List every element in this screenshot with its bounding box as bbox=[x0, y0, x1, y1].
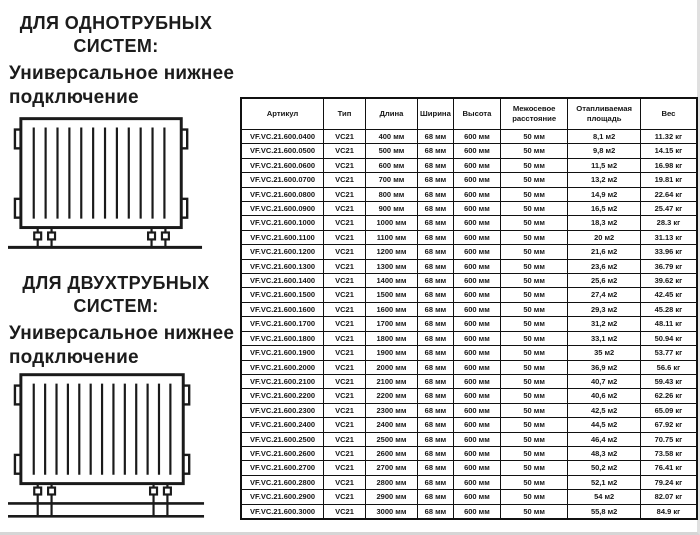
table-cell: 68 мм bbox=[417, 432, 453, 446]
table-header-row bbox=[241, 98, 697, 130]
table-cell: 68 мм bbox=[417, 187, 453, 201]
table-cell: VC21 bbox=[324, 230, 366, 244]
table-cell: 68 мм bbox=[417, 331, 453, 345]
table-cell: 600 мм bbox=[453, 216, 500, 230]
table-cell: 68 мм bbox=[417, 461, 453, 475]
table-cell: VF.VC.21.600.1000 bbox=[241, 216, 324, 230]
table-cell: VC21 bbox=[324, 288, 366, 302]
table-cell: VC21 bbox=[324, 490, 366, 504]
col-header-article: Артикул bbox=[241, 98, 324, 130]
col-header-heated-area: Отапливаемая площадь bbox=[568, 98, 641, 130]
table-cell: 2600 мм bbox=[365, 446, 417, 460]
table-cell: 600 мм bbox=[453, 158, 500, 172]
single-pipe-subtitle: Универсальное нижнее подключение bbox=[9, 63, 235, 108]
table-cell: VF.VC.21.600.2700 bbox=[241, 461, 324, 475]
table-cell: 50 мм bbox=[500, 187, 567, 201]
table-cell: 31,2 м2 bbox=[568, 317, 641, 331]
table-cell: 600 мм bbox=[453, 360, 500, 374]
table-cell: 600 мм bbox=[453, 274, 500, 288]
table-row bbox=[241, 130, 697, 144]
table-cell: 900 мм bbox=[365, 202, 417, 216]
table-cell: 2700 мм bbox=[365, 461, 417, 475]
table-row bbox=[241, 202, 697, 216]
table-cell: 68 мм bbox=[417, 302, 453, 316]
table-cell: 68 мм bbox=[417, 374, 453, 388]
table-cell: 600 мм bbox=[453, 317, 500, 331]
table-cell: VF.VC.21.600.2600 bbox=[241, 446, 324, 460]
table-cell: VC21 bbox=[324, 475, 366, 489]
table-cell: 2900 мм bbox=[365, 490, 417, 504]
col-header-width: Ширина bbox=[417, 98, 453, 130]
table-cell: VF.VC.21.600.1100 bbox=[241, 230, 324, 244]
table-cell: 13,2 м2 bbox=[568, 173, 641, 187]
table-cell: 50 мм bbox=[500, 274, 567, 288]
table-cell: VC21 bbox=[324, 202, 366, 216]
table-cell: 2800 мм bbox=[365, 475, 417, 489]
table-cell: 600 мм bbox=[453, 331, 500, 345]
table-cell: 600 мм bbox=[453, 490, 500, 504]
table-cell: VF.VC.21.600.1200 bbox=[241, 245, 324, 259]
table-cell: 50 мм bbox=[500, 317, 567, 331]
table-cell: 59.43 кг bbox=[640, 374, 697, 388]
table-row bbox=[241, 331, 697, 345]
table-cell: VC21 bbox=[324, 259, 366, 273]
table-cell: 1400 мм bbox=[365, 274, 417, 288]
table-cell: 50,2 м2 bbox=[568, 461, 641, 475]
table-cell: VC21 bbox=[324, 360, 366, 374]
table-cell: 50 мм bbox=[500, 504, 567, 519]
table-cell: 42.45 кг bbox=[640, 288, 697, 302]
table-cell: 2500 мм bbox=[365, 432, 417, 446]
table-cell: VF.VC.21.600.0800 bbox=[241, 187, 324, 201]
table-cell: 800 мм bbox=[365, 187, 417, 201]
table-cell: VC21 bbox=[324, 446, 366, 460]
table-row bbox=[241, 230, 697, 244]
table-cell: 600 мм bbox=[453, 346, 500, 360]
table-cell: 50 мм bbox=[500, 302, 567, 316]
table-cell: 50 мм bbox=[500, 216, 567, 230]
table-cell: 50 мм bbox=[500, 446, 567, 460]
table-cell: 68 мм bbox=[417, 274, 453, 288]
table-cell: 62.26 кг bbox=[640, 389, 697, 403]
table-cell: 1800 мм bbox=[365, 331, 417, 345]
table-cell: 14,9 м2 bbox=[568, 187, 641, 201]
table-cell: 600 мм bbox=[453, 245, 500, 259]
table-cell: 600 мм bbox=[453, 288, 500, 302]
table-cell: 40,6 м2 bbox=[568, 389, 641, 403]
table-cell: 68 мм bbox=[417, 259, 453, 273]
table-cell: 46,4 м2 bbox=[568, 432, 641, 446]
table-cell: 82.07 кг bbox=[640, 490, 697, 504]
table-cell: VC21 bbox=[324, 432, 366, 446]
table-cell: 68 мм bbox=[417, 504, 453, 519]
table-cell: 18,3 м2 bbox=[568, 216, 641, 230]
col-header-height: Высота bbox=[453, 98, 500, 130]
col-header-length: Длина bbox=[365, 98, 417, 130]
table-cell: VC21 bbox=[324, 274, 366, 288]
table-cell: 84.9 кг bbox=[640, 504, 697, 519]
table-cell: 44,5 м2 bbox=[568, 418, 641, 432]
table-cell: 16.98 кг bbox=[640, 158, 697, 172]
table-cell: 1600 мм bbox=[365, 302, 417, 316]
table-cell: VC21 bbox=[324, 374, 366, 388]
table-cell: 68 мм bbox=[417, 360, 453, 374]
table-cell: 1300 мм bbox=[365, 259, 417, 273]
table-cell: 52,1 м2 bbox=[568, 475, 641, 489]
table-cell: 700 мм bbox=[365, 173, 417, 187]
table-row bbox=[241, 374, 697, 388]
table-cell: 600 мм bbox=[453, 475, 500, 489]
table-cell: 68 мм bbox=[417, 158, 453, 172]
table-row bbox=[241, 144, 697, 158]
table-cell: VF.VC.21.600.0700 bbox=[241, 173, 324, 187]
table-cell: 68 мм bbox=[417, 173, 453, 187]
table-cell: 68 мм bbox=[417, 490, 453, 504]
table-cell: 25,6 м2 bbox=[568, 274, 641, 288]
table-cell: VF.VC.21.600.2100 bbox=[241, 374, 324, 388]
table-cell: 600 мм bbox=[453, 230, 500, 244]
table-cell: VF.VC.21.600.0900 bbox=[241, 202, 324, 216]
table-row bbox=[241, 418, 697, 432]
table-cell: VF.VC.21.600.1500 bbox=[241, 288, 324, 302]
table-cell: 67.92 кг bbox=[640, 418, 697, 432]
table-cell: 600 мм bbox=[453, 504, 500, 519]
table-cell: VC21 bbox=[324, 130, 366, 144]
table-cell: 50 мм bbox=[500, 432, 567, 446]
table-cell: 68 мм bbox=[417, 403, 453, 417]
table-cell: 1700 мм bbox=[365, 317, 417, 331]
table-cell: VF.VC.21.600.0400 bbox=[241, 130, 324, 144]
table-cell: 600 мм bbox=[453, 389, 500, 403]
table-cell: 600 мм bbox=[453, 432, 500, 446]
table-cell: 20 м2 bbox=[568, 230, 641, 244]
table-row bbox=[241, 274, 697, 288]
table-cell: 42,5 м2 bbox=[568, 403, 641, 417]
table-cell: 600 мм bbox=[453, 187, 500, 201]
table-cell: VC21 bbox=[324, 461, 366, 475]
table-cell: 50 мм bbox=[500, 461, 567, 475]
table-cell: VF.VC.21.600.1600 bbox=[241, 302, 324, 316]
table-cell: 33.96 кг bbox=[640, 245, 697, 259]
radiator-single-pipe-icon bbox=[8, 112, 206, 254]
table-cell: 25.47 кг bbox=[640, 202, 697, 216]
table-cell: 50 мм bbox=[500, 245, 567, 259]
table-row bbox=[241, 475, 697, 489]
table-cell: VC21 bbox=[324, 331, 366, 345]
table-cell: 50 мм bbox=[500, 158, 567, 172]
table-cell: 2100 мм bbox=[365, 374, 417, 388]
table-cell: VC21 bbox=[324, 302, 366, 316]
table-row bbox=[241, 389, 697, 403]
table-cell: 1100 мм bbox=[365, 230, 417, 244]
table-cell: VC21 bbox=[324, 216, 366, 230]
table-cell: VF.VC.21.600.2800 bbox=[241, 475, 324, 489]
table-row bbox=[241, 245, 697, 259]
table-cell: 31.13 кг bbox=[640, 230, 697, 244]
table-cell: 600 мм bbox=[453, 302, 500, 316]
table-cell: 68 мм bbox=[417, 144, 453, 158]
table-row bbox=[241, 173, 697, 187]
table-row bbox=[241, 490, 697, 504]
col-header-axle-distance: Межосевое расстояние bbox=[500, 98, 567, 130]
table-cell: 48.11 кг bbox=[640, 317, 697, 331]
table-cell: VC21 bbox=[324, 158, 366, 172]
table-cell: VC21 bbox=[324, 389, 366, 403]
table-cell: 600 мм bbox=[453, 418, 500, 432]
table-row bbox=[241, 302, 697, 316]
table-cell: 50 мм bbox=[500, 418, 567, 432]
table-cell: 600 мм bbox=[453, 403, 500, 417]
table-cell: VC21 bbox=[324, 403, 366, 417]
table-cell: VC21 bbox=[324, 187, 366, 201]
table-cell: 54 м2 bbox=[568, 490, 641, 504]
table-cell: VC21 bbox=[324, 173, 366, 187]
table-cell: VF.VC.21.600.2500 bbox=[241, 432, 324, 446]
table-cell: VF.VC.21.600.0500 bbox=[241, 144, 324, 158]
table-cell: 50 мм bbox=[500, 130, 567, 144]
table-cell: VF.VC.21.600.2300 bbox=[241, 403, 324, 417]
table-row bbox=[241, 446, 697, 460]
table-cell: 400 мм bbox=[365, 130, 417, 144]
table-cell: 79.24 кг bbox=[640, 475, 697, 489]
table-cell: 29,3 м2 bbox=[568, 302, 641, 316]
table-cell: 68 мм bbox=[417, 288, 453, 302]
table-cell: 600 мм bbox=[453, 173, 500, 187]
table-cell: 68 мм bbox=[417, 418, 453, 432]
table-cell: 9,8 м2 bbox=[568, 144, 641, 158]
table-cell: 1900 мм bbox=[365, 346, 417, 360]
two-pipe-subtitle: Универсальное нижнее подключение bbox=[9, 323, 235, 368]
table-cell: VF.VC.21.600.3000 bbox=[241, 504, 324, 519]
table-cell: 600 мм bbox=[453, 374, 500, 388]
table-cell: 600 мм bbox=[453, 130, 500, 144]
table-cell: VF.VC.21.600.1900 bbox=[241, 346, 324, 360]
table-cell: 73.58 кг bbox=[640, 446, 697, 460]
table-cell: 27,4 м2 bbox=[568, 288, 641, 302]
table-cell: 8,1 м2 bbox=[568, 130, 641, 144]
table-cell: 28.3 кг bbox=[640, 216, 697, 230]
table-row bbox=[241, 259, 697, 273]
table-cell: 21,6 м2 bbox=[568, 245, 641, 259]
single-pipe-heading: ДЛЯ ОДНОТРУБНЫХ СИСТЕМ: bbox=[19, 13, 213, 56]
table-cell: 3000 мм bbox=[365, 504, 417, 519]
table-cell: 39.62 кг bbox=[640, 274, 697, 288]
table-cell: VF.VC.21.600.1800 bbox=[241, 331, 324, 345]
table-row bbox=[241, 432, 697, 446]
table-cell: 600 мм bbox=[453, 202, 500, 216]
table-row bbox=[241, 461, 697, 475]
table-cell: VC21 bbox=[324, 418, 366, 432]
table-cell: 76.41 кг bbox=[640, 461, 697, 475]
table-cell: 65.09 кг bbox=[640, 403, 697, 417]
table-cell: 19.81 кг bbox=[640, 173, 697, 187]
table-cell: 68 мм bbox=[417, 446, 453, 460]
table-cell: VC21 bbox=[324, 504, 366, 519]
table-cell: 22.64 кг bbox=[640, 187, 697, 201]
table-cell: 11,5 м2 bbox=[568, 158, 641, 172]
table-cell: 2000 мм bbox=[365, 360, 417, 374]
table-cell: 2300 мм bbox=[365, 403, 417, 417]
table-header bbox=[241, 98, 697, 130]
table-cell: VF.VC.21.600.2200 bbox=[241, 389, 324, 403]
table-cell: 50 мм bbox=[500, 360, 567, 374]
table-cell: 50 мм bbox=[500, 259, 567, 273]
table-row bbox=[241, 403, 697, 417]
table-cell: 50 мм bbox=[500, 374, 567, 388]
table-cell: 23,6 м2 bbox=[568, 259, 641, 273]
table-cell: 35 м2 bbox=[568, 346, 641, 360]
table-cell: VF.VC.21.600.2400 bbox=[241, 418, 324, 432]
table-cell: 50 мм bbox=[500, 202, 567, 216]
table-cell: 50 мм bbox=[500, 475, 567, 489]
table-row bbox=[241, 504, 697, 519]
table-row bbox=[241, 187, 697, 201]
table-cell: 50.94 кг bbox=[640, 331, 697, 345]
table-cell: VF.VC.21.600.1300 bbox=[241, 259, 324, 273]
table-cell: 68 мм bbox=[417, 230, 453, 244]
table-cell: 600 мм bbox=[453, 446, 500, 460]
radiator-specs-table bbox=[240, 97, 698, 520]
table-cell: 14.15 кг bbox=[640, 144, 697, 158]
table-cell: VF.VC.21.600.2900 bbox=[241, 490, 324, 504]
table-cell: VF.VC.21.600.1400 bbox=[241, 274, 324, 288]
left-panel bbox=[0, 0, 238, 535]
table-cell: 50 мм bbox=[500, 173, 567, 187]
table-cell: 68 мм bbox=[417, 389, 453, 403]
table-row bbox=[241, 317, 697, 331]
table-cell: 2200 мм bbox=[365, 389, 417, 403]
table-cell: 56.6 кг bbox=[640, 360, 697, 374]
table-cell: VC21 bbox=[324, 346, 366, 360]
table-cell: 50 мм bbox=[500, 230, 567, 244]
table-cell: 53.77 кг bbox=[640, 346, 697, 360]
table-cell: 600 мм bbox=[453, 144, 500, 158]
table-cell: 36,9 м2 bbox=[568, 360, 641, 374]
table-cell: VC21 bbox=[324, 245, 366, 259]
table-cell: 16,5 м2 bbox=[568, 202, 641, 216]
table-cell: 36.79 кг bbox=[640, 259, 697, 273]
table-cell: 68 мм bbox=[417, 475, 453, 489]
table-cell: 50 мм bbox=[500, 490, 567, 504]
table-cell: 50 мм bbox=[500, 346, 567, 360]
table-cell: 500 мм bbox=[365, 144, 417, 158]
table-cell: 50 мм bbox=[500, 331, 567, 345]
table-cell: 50 мм bbox=[500, 144, 567, 158]
col-header-type: Тип bbox=[324, 98, 366, 130]
table-cell: 600 мм bbox=[453, 259, 500, 273]
table-cell: 1000 мм bbox=[365, 216, 417, 230]
table-cell: 50 мм bbox=[500, 403, 567, 417]
table-cell: 68 мм bbox=[417, 202, 453, 216]
table-cell: 50 мм bbox=[500, 389, 567, 403]
table-cell: 70.75 кг bbox=[640, 432, 697, 446]
table-cell: VF.VC.21.600.1700 bbox=[241, 317, 324, 331]
table-cell: 68 мм bbox=[417, 317, 453, 331]
table-row bbox=[241, 288, 697, 302]
table-cell: 68 мм bbox=[417, 216, 453, 230]
table-cell: 45.28 кг bbox=[640, 302, 697, 316]
table-cell: 50 мм bbox=[500, 288, 567, 302]
table-cell: 1200 мм bbox=[365, 245, 417, 259]
radiator-two-pipe-icon bbox=[8, 367, 208, 522]
table-cell: 600 мм bbox=[365, 158, 417, 172]
table-cell: 68 мм bbox=[417, 245, 453, 259]
table-cell: 1500 мм bbox=[365, 288, 417, 302]
table-cell: VF.VC.21.600.2000 bbox=[241, 360, 324, 374]
two-pipe-heading: ДЛЯ ДВУХТРУБНЫХ СИСТЕМ: bbox=[22, 273, 210, 316]
table-row bbox=[241, 158, 697, 172]
table-cell: VC21 bbox=[324, 144, 366, 158]
table-cell: 2400 мм bbox=[365, 418, 417, 432]
table-row bbox=[241, 346, 697, 360]
table-cell: VF.VC.21.600.0600 bbox=[241, 158, 324, 172]
table-cell: 11.32 кг bbox=[640, 130, 697, 144]
table-cell: VC21 bbox=[324, 317, 366, 331]
table-cell: 68 мм bbox=[417, 346, 453, 360]
table-cell: 68 мм bbox=[417, 130, 453, 144]
table-row bbox=[241, 216, 697, 230]
table-cell: 55,8 м2 bbox=[568, 504, 641, 519]
table-cell: 48,3 м2 bbox=[568, 446, 641, 460]
table-cell: 600 мм bbox=[453, 461, 500, 475]
col-header-weight: Вес bbox=[640, 98, 697, 130]
spec-table-body bbox=[241, 130, 697, 519]
table-cell: 40,7 м2 bbox=[568, 374, 641, 388]
table-row bbox=[241, 360, 697, 374]
table-cell: 33,1 м2 bbox=[568, 331, 641, 345]
